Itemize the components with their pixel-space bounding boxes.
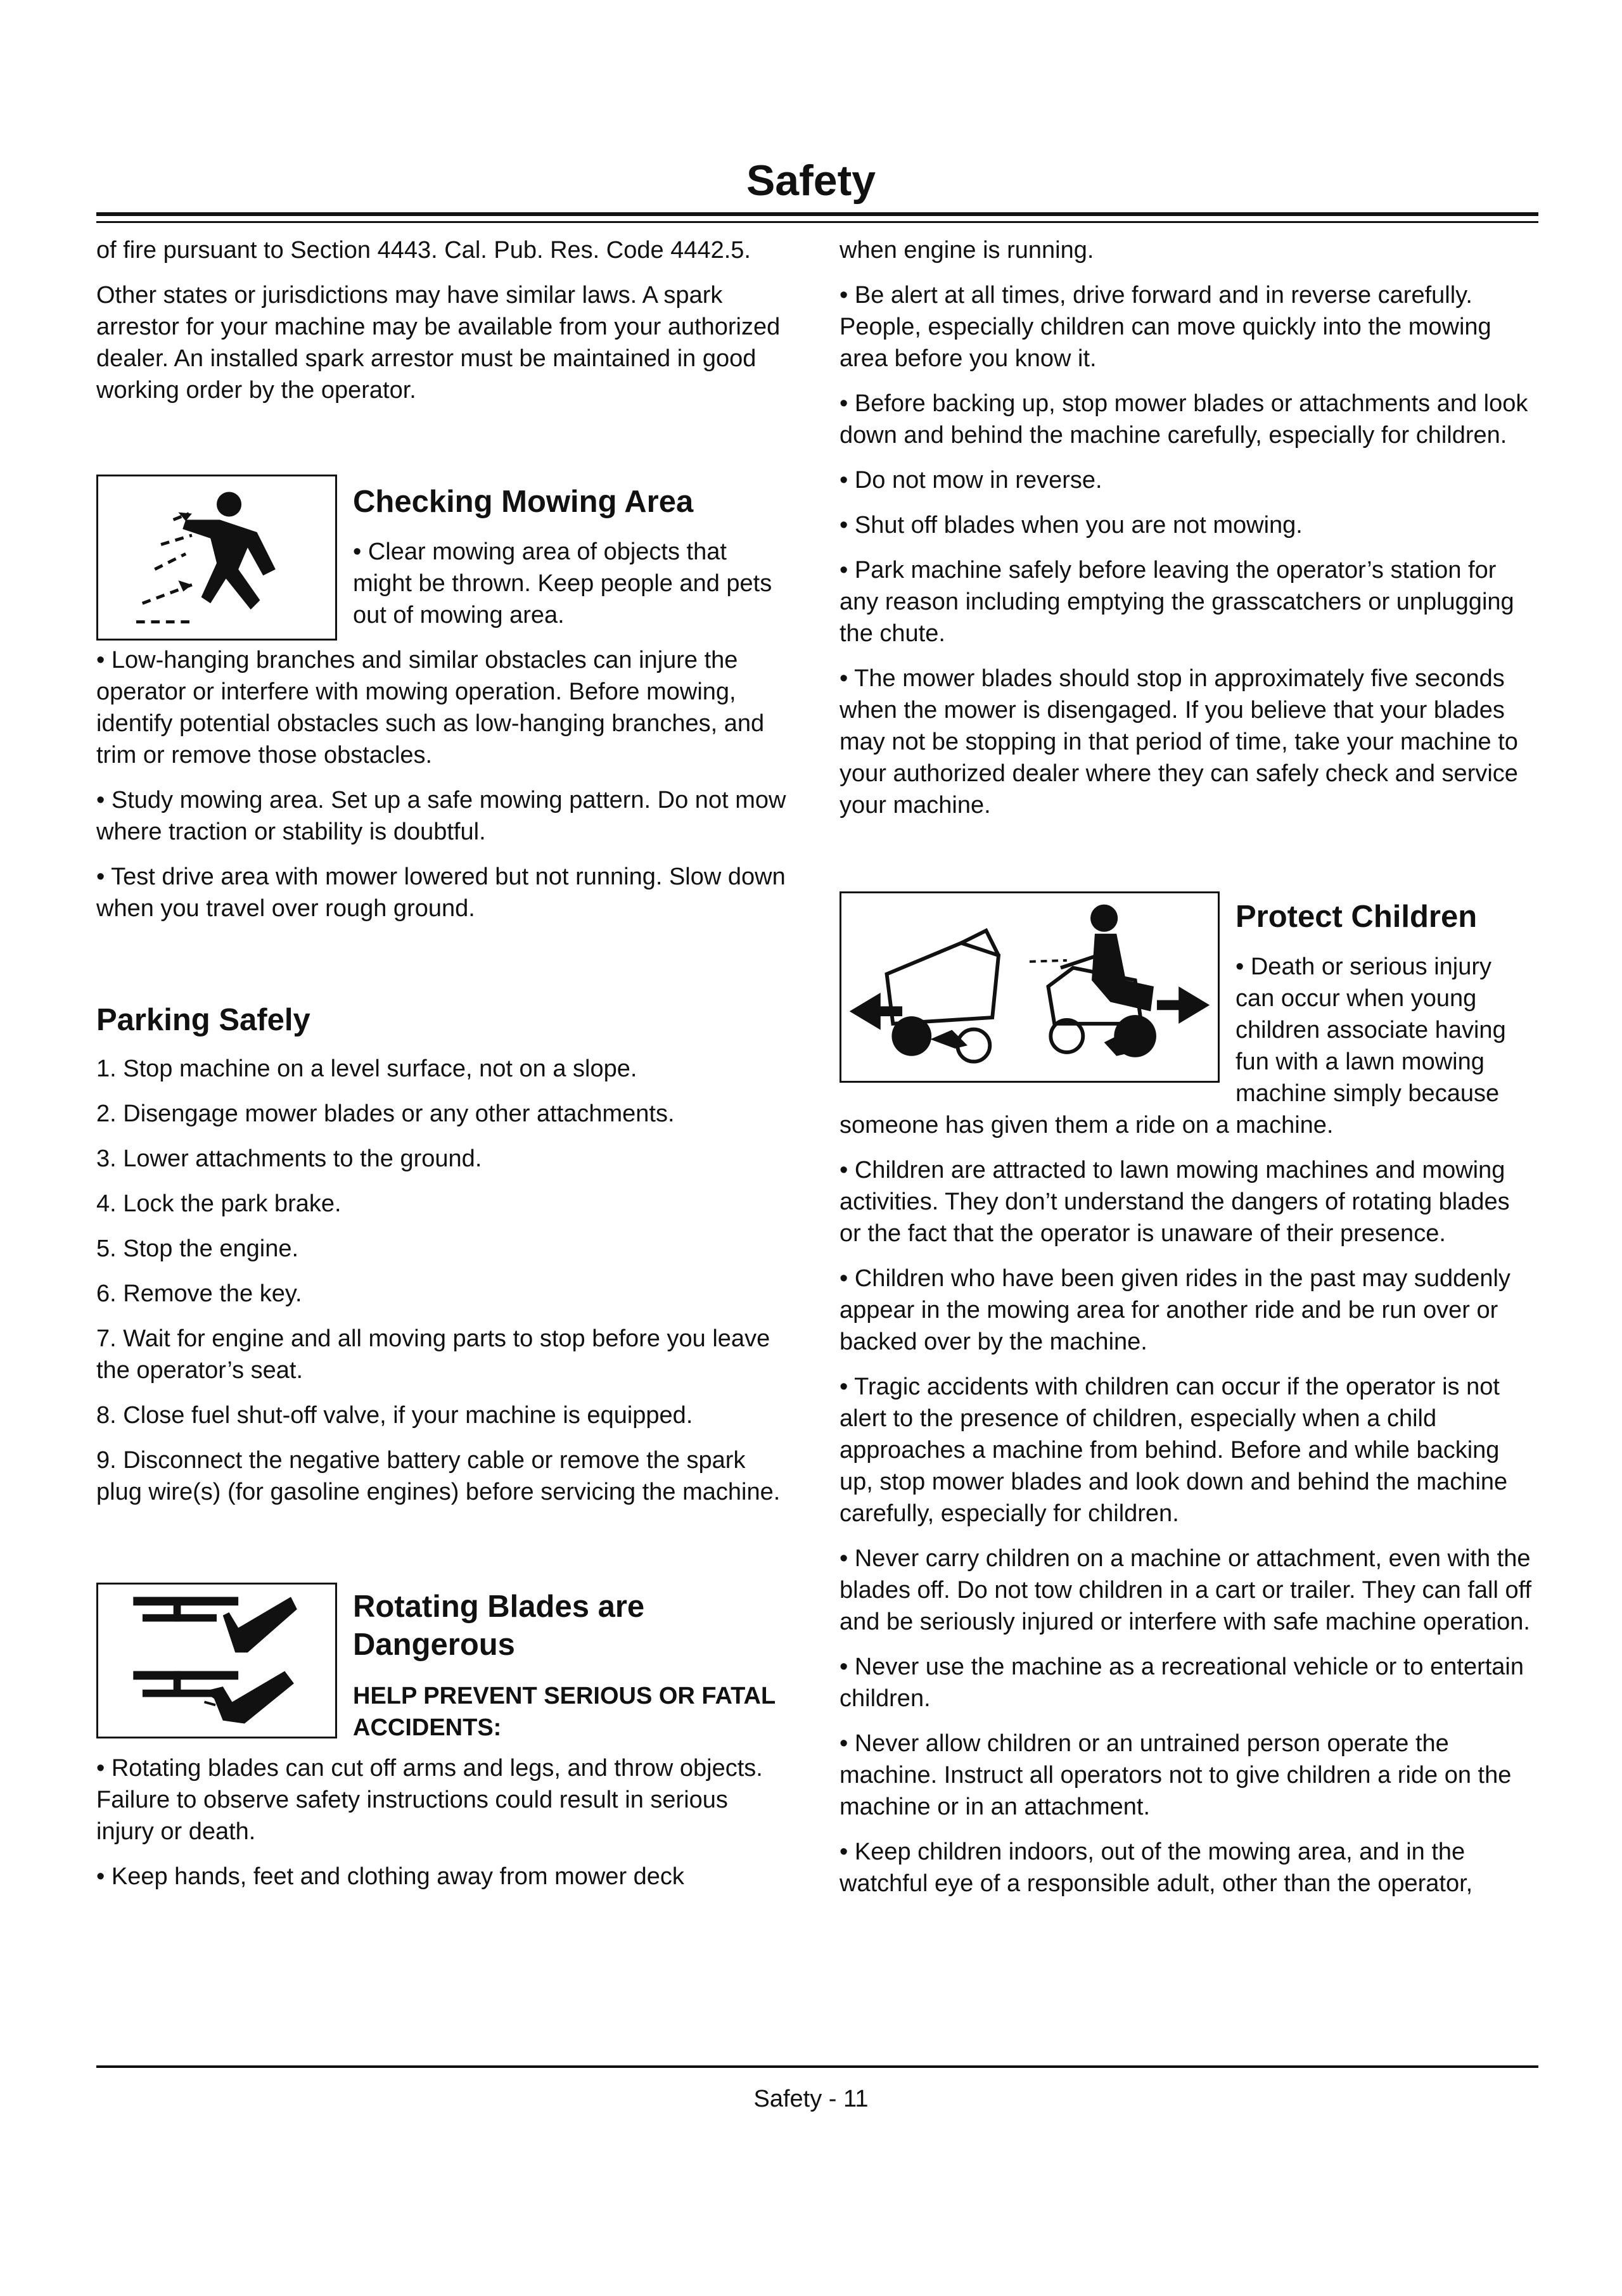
list-item: • Clear mowing area of objects that might be thrown. Keep people and pets out of mowing area. [353,539,772,628]
rotating-blades-section [96,1588,791,1892]
right-column [840,234,1536,1913]
list-item: 7. Wait for engine and all moving parts to stop before you leave the operator’s seat. [96,1325,770,1384]
list-item: 2. Disengage mower blades or any other attachments. [96,1100,675,1127]
list-item: • Study mowing area. Set up a safe mowing pattern. Do not mow where traction or stability is doubtful. [96,787,786,845]
list-item: 3. Lower attachments to the ground. [96,1145,482,1172]
section-heading: Protect Children [1236,900,1478,934]
section-heading: Rotating Blades are Dangerous [353,1590,645,1662]
list-item: • The mower blades should stop in approximately five seconds when the mower is disengaged. If you believe that your blades may not be stopping in that period of time, take your machine to your authorized dealer where they can safely check and service your machine. [840,665,1518,819]
list-item: • Never allow children or an untrained person operate the machine. Instruct all operators not to give children a ride on the machine or in an attachment. [840,1730,1512,1820]
list-item: • Children who have been given rides in the past may suddenly appear in the mowing area for another ride and be run over or backed over by the machine. [840,1265,1510,1355]
page-title: Safety [746,156,876,205]
list-item: 9. Disconnect the negative battery cable or remove the spark plug wire(s) (for gasoline engines) before servicing the machine. [96,1447,781,1505]
hand-foot-blade-icon [96,1583,337,1738]
footer-rule [96,2065,1538,2068]
header-rule-thin [96,221,1538,223]
thrown-objects-icon [96,475,337,641]
list-item: 4. Lock the park brake. [96,1190,342,1217]
list-item: • Never use the machine as a recreational vehicle or to entertain children. [840,1654,1524,1712]
list-item: • Children are attracted to lawn mowing machines and mowing activities. They don’t understand the dangers of rotating blades or the fact that the operator is unaware of their presence. [840,1157,1510,1247]
list-item: 5. Stop the engine. [96,1235,299,1262]
list-item: • Never carry children on a machine or attachment, even with the blades off. Do not tow children in a cart or trailer. They can fall off and be seriously injured or interfere with safe machine operation. [840,1545,1532,1635]
list-item: • Tragic accidents with children can occur if the operator is not alert to the presence of children, especially when a child approaches a machine from behind. Before and while backing up, stop mower blades and look down and behind the machine carefully, especially for children. [840,1374,1508,1527]
list-item: 1. Stop machine on a level surface, not on a slope. [96,1056,637,1082]
paragraph: of fire pursuant to Section 4443. Cal. Pub. Res. Code 4442.5. [96,237,751,264]
parking-safely-section [96,1001,791,1508]
list-item: • Keep hands, feet and clothing away from mower deck [96,1863,684,1890]
list-item: 6. Remove the key. [96,1280,302,1307]
list-item: • Death or serious injury can occur when young children associate having fun with a lawn mowing machine simply because someone has given them a ride on a machine. [840,953,1506,1138]
list-item: 8. Close fuel shut-off valve, if your machine is equipped. [96,1402,693,1429]
list-item: • Do not mow in reverse. [840,467,1102,494]
list-item: • Park machine safely before leaving the operator’s station for any reason including emptying the grasscatchers or unplugging the chute. [840,557,1514,647]
list-item: • Shut off blades when you are not mowing. [840,512,1303,539]
page-number: Safety - 11 [753,2086,869,2112]
section-heading: Checking Mowing Area [353,485,694,519]
list-item: • Low-hanging branches and similar obstacles can injure the operator or interfere with mowing operation. Before mowing, identify potential obstacles such as low-hanging branches, and trim or remove those obstacles. [96,647,765,769]
left-column [96,234,791,1906]
list-item: • Keep children indoors, out of the mowing area, and in the watchful eye of a responsible adult, other than the operator, [840,1839,1473,1897]
list-item: • Be alert at all times, drive forward and in reverse carefully. People, especially children can move quickly into the mowing area before you know it. [840,282,1491,372]
paragraph: Other states or jurisdictions may have similar laws. A spark arrestor for your machine may be available from your authorized dealer. An installed spark arrestor must be maintained in good working order by the operator. [96,282,781,404]
list-item: • Rotating blades can cut off arms and legs, and throw objects. Failure to observe safety instructions could result in serious injury or death. [96,1755,763,1845]
list-item: • Before backing up, stop mower blades or attachments and look down and behind the machine carefully, especially for children. [840,390,1528,449]
section-heading: Parking Safely [96,1003,310,1037]
protect-children-section [840,898,1536,1899]
checking-mowing-area-section [96,483,791,924]
section-subheading: HELP PREVENT SERIOUS OR FATAL ACCIDENTS: [353,1683,776,1741]
children-mower-icon [840,891,1220,1083]
list-item: • Test drive area with mower lowered but not running. Slow down when you travel over rough ground. [96,864,786,922]
header-rule [96,212,1538,216]
paragraph: when engine is running. [840,237,1094,264]
